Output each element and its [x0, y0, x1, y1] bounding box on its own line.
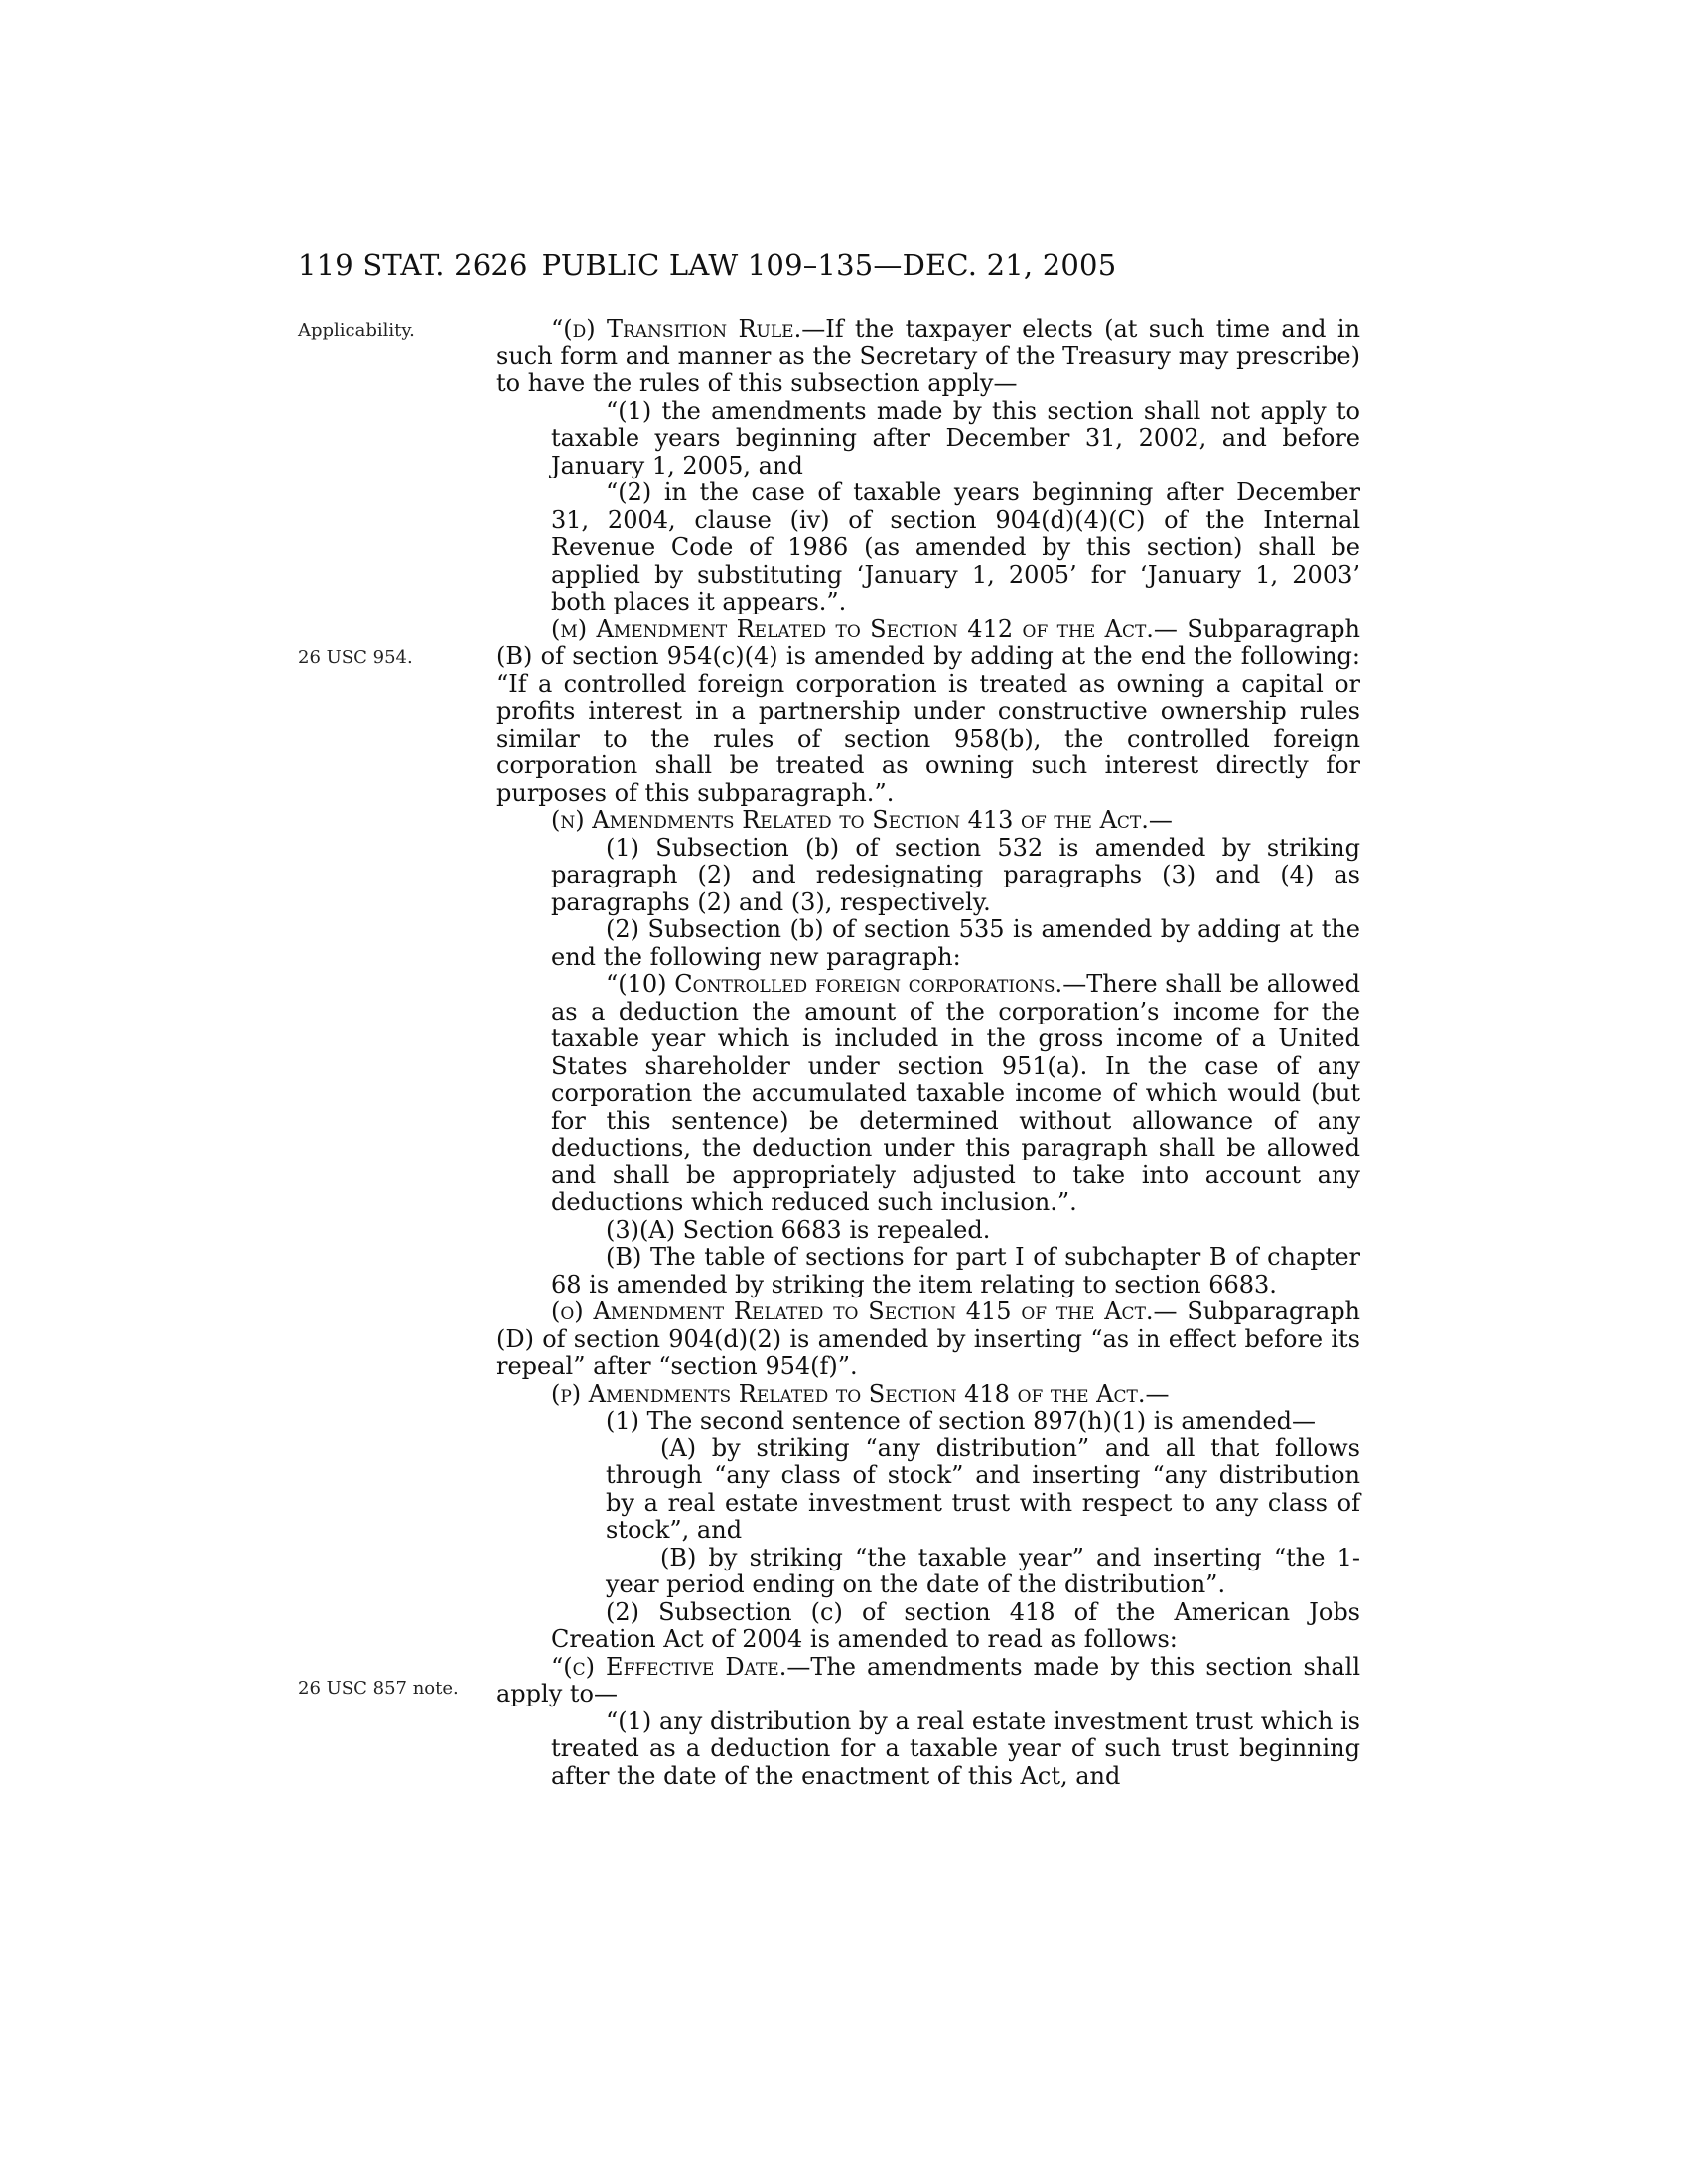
paragraph-d-2: “(2) in the case of taxable years beginning after December 31, 2004, clause (iv) of section 904(d)(4)(C) of the Internal Revenue Code of 1986 (as amended by this section) shall be applied by substituting ‘January 1, 2005’ for ‘January 1, 2003’ both places it appears.”.: [551, 478, 1360, 615]
paragraph-p: [496, 1381, 1360, 1409]
public-law-title: PUBLIC LAW 109–135—DEC. 21, 2005: [541, 248, 1117, 282]
heading-transition-rule: “(d) Transition Rule.: [551, 315, 802, 342]
page-header: [298, 248, 1360, 288]
paragraph-p-2: (2) Subsection (c) of section 418 of the American Jobs Creation Act of 2004 is amended to read as follows:: [551, 1597, 1360, 1653]
paragraph-o: [496, 1298, 1360, 1381]
paragraph-text: —: [1145, 1379, 1170, 1408]
paragraph-text: — Subparagraph (B) of section 954(c)(4) is amended by adding at the end the following: “If a controlled foreign corporation is treated as owning a capital or profits interest in a partnership under constructive ownership rules similar to the rules of section 958(b), the controlled foreign corporation shall be treated as owning such interest directly for purposes of this subparagraph.”.: [496, 614, 1360, 807]
paragraph-text: —There shall be allowed as a deduction the amount of the corporation’s income for the taxable year which is included in the gross income of a United States shareholder under section 951(a). In the case of any corporation the accumulated taxable income of which would (but for this sentence) be determined without allowance of any deductions, the deduction under this paragraph shall be allowed and shall be appropriately adjusted to take into account any deductions which reduced such inclusion.”.: [551, 970, 1361, 1216]
heading-section-412: (m) Amendment Related to Section 412 of the Act.: [551, 614, 1154, 643]
paragraph-n-2-10: [496, 971, 1360, 1217]
paragraph-d-transition-rule: [496, 316, 1360, 398]
paragraph-text: —: [1148, 806, 1173, 834]
paragraph-m: [496, 616, 1360, 808]
paragraph-c-effective-date: [496, 1654, 1360, 1708]
stat-page-number: 119 STAT. 2626: [298, 248, 528, 282]
paragraph-n-3-b: (B) The table of sections for part I of subchapter B of chapter 68 is amended by striking the item relating to section 6683.: [551, 1243, 1360, 1298]
paragraph-text: —The amendments made by this section shall apply to—: [496, 1652, 1360, 1707]
heading-section-418: (p) Amendments Related to Section 418 of the Act.: [551, 1379, 1146, 1408]
paragraph-n-1: (1) Subsection (b) of section 532 is amended by striking paragraph (2) and redesignating paragraphs (3) and (4) as paragraphs (2) and (3), respectively.: [551, 833, 1360, 916]
paragraph-text: —If the taxpayer elects (at such time and in such form and manner as the Secretary of the Treasury may prescribe) to have the rules of this subsection apply—: [496, 315, 1361, 397]
paragraph-p-1: (1) The second sentence of section 897(h)(1) is amended—: [606, 1407, 1317, 1434]
paragraph-n-3-a: (3)(A) Section 6683 is repealed.: [606, 1215, 991, 1244]
document-body: [496, 316, 1360, 1790]
paragraph-d-1: “(1) the amendments made by this section shall not apply to taxable years beginning after December 31, 2002, and before January 1, 2005, and: [551, 396, 1360, 479]
heading-section-413: (n) Amendments Related to Section 413 of the Act.: [551, 806, 1149, 834]
paragraph-p-1-b: (B) by striking “the taxable year” and inserting “the 1-year period ending on the date of the distribution”.: [606, 1543, 1360, 1598]
margin-note-26-usc-954: 26 USC 954.: [298, 647, 413, 668]
margin-note-applicability: Applicability.: [298, 320, 415, 341]
paragraph-text: — Subparagraph (D) of section 904(d)(2) is amended by inserting “as in effect before its repeal” after “section 954(f)”.: [496, 1297, 1361, 1380]
paragraph-p-1-a: (A) by striking “any distribution” and all that follows through “any class of stock” and inserting “any distribution by a real estate investment trust with respect to any class of stock”, and: [606, 1433, 1360, 1544]
margin-note-26-usc-857-note: 26 USC 857 note.: [298, 1678, 459, 1699]
paragraph-n-2: (2) Subsection (b) of section 535 is amended by adding at the end the following new paragraph:: [551, 915, 1360, 971]
paragraph-c-1: “(1) any distribution by a real estate investment trust which is treated as a deduction for a taxable year of such trust beginning after the date of the enactment of this Act, and: [551, 1706, 1360, 1790]
heading-controlled-foreign-corporations: “(10) Controlled foreign corporations.: [606, 970, 1063, 998]
paragraph-n: [496, 807, 1360, 835]
heading-section-415: (o) Amendment Related to Section 415 of the Act.: [551, 1297, 1154, 1325]
heading-effective-date: “(c) Effective Date.: [551, 1652, 787, 1681]
